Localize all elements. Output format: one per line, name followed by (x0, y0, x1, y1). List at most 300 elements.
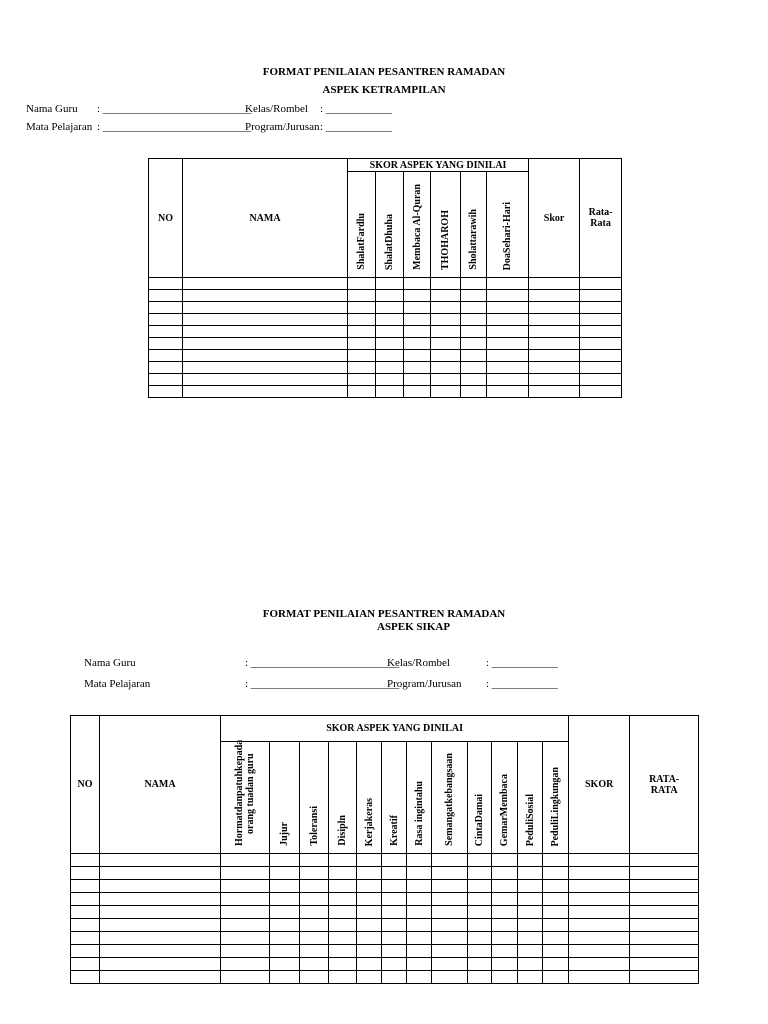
form2-table-cell[interactable] (71, 971, 100, 984)
form1-table-cell[interactable] (487, 374, 529, 386)
form1-table-cell[interactable] (348, 386, 376, 398)
form2-table-cell[interactable] (357, 932, 382, 945)
form2-table-cell[interactable] (468, 932, 492, 945)
form2-table-cell[interactable] (300, 919, 329, 932)
form2-table-cell[interactable] (329, 971, 357, 984)
form2-table-cell[interactable] (300, 880, 329, 893)
form2-table-row (71, 893, 699, 906)
form1-table-cell[interactable] (580, 374, 622, 386)
form2-table-cell[interactable] (100, 867, 221, 880)
form1-table-cell[interactable] (348, 350, 376, 362)
form1-table-cell[interactable] (348, 278, 376, 290)
form1-table-cell[interactable] (431, 350, 461, 362)
form2-table-cell[interactable] (569, 893, 630, 906)
form2-table-cell[interactable] (270, 893, 300, 906)
form1-table-cell[interactable] (431, 338, 461, 350)
form1-table-cell[interactable] (487, 362, 529, 374)
form2-table-cell[interactable] (100, 945, 221, 958)
form2-table-cell[interactable] (630, 945, 699, 958)
form2-aspect-header: Hormatdanpatuhkepada orang tuadan guru (221, 742, 270, 854)
form2-table-cell[interactable] (518, 906, 543, 919)
form1-table-cell[interactable] (487, 350, 529, 362)
form1-table-cell[interactable] (404, 278, 431, 290)
form2-table-cell[interactable] (630, 854, 699, 867)
form1-table-cell[interactable] (348, 338, 376, 350)
form1-table-cell[interactable] (461, 302, 487, 314)
form2-table-cell[interactable] (221, 932, 270, 945)
form1-table-cell[interactable] (529, 374, 580, 386)
form1-table-cell[interactable] (461, 386, 487, 398)
form1-table-cell[interactable] (404, 338, 431, 350)
form1-kelas-field[interactable]: : ____________ (320, 103, 392, 115)
form2-table-cell[interactable] (407, 919, 432, 932)
form1-table-cell[interactable] (348, 314, 376, 326)
form1-table-cell[interactable] (529, 386, 580, 398)
form1-table-cell[interactable] (149, 338, 183, 350)
form2-table-cell[interactable] (100, 919, 221, 932)
form2-table-cell[interactable] (432, 971, 468, 984)
form1-table-cell[interactable] (461, 326, 487, 338)
form1-table-row (149, 302, 622, 314)
form2-table-cell[interactable] (71, 958, 100, 971)
form2-table-row (71, 854, 699, 867)
form1-table-cell[interactable] (348, 302, 376, 314)
form2-table-cell[interactable] (357, 971, 382, 984)
form1-table-cell[interactable] (149, 326, 183, 338)
form2-table-cell[interactable] (432, 893, 468, 906)
form2-table-cell[interactable] (357, 906, 382, 919)
form2-aspect-header: Kreatif (382, 742, 407, 854)
form1-table-cell[interactable] (431, 314, 461, 326)
form2-table-cell[interactable] (382, 880, 407, 893)
form2-table-cell[interactable] (100, 906, 221, 919)
form2-table-cell[interactable] (100, 971, 221, 984)
form2-aspect-header: PeduliSosial (518, 742, 543, 854)
form2-table-cell[interactable] (543, 919, 569, 932)
form2-table-cell[interactable] (432, 854, 468, 867)
form1-table-cell[interactable] (348, 374, 376, 386)
form2-table-row (71, 880, 699, 893)
form2-table-cell[interactable] (329, 919, 357, 932)
form2-table-cell[interactable] (300, 854, 329, 867)
form2-table-cell[interactable] (221, 893, 270, 906)
form1-table-cell[interactable] (404, 362, 431, 374)
form1-table-cell[interactable] (183, 302, 348, 314)
form1-kelas-label: Kelas/Rombel (245, 103, 308, 115)
form1-table-cell[interactable] (487, 314, 529, 326)
form1-table-cell[interactable] (431, 302, 461, 314)
form1-table-cell[interactable] (529, 278, 580, 290)
form1-table-cell[interactable] (404, 326, 431, 338)
form1-table-cell[interactable] (487, 278, 529, 290)
form2-subtitle: ASPEK SIKAP (377, 621, 451, 633)
form2-table-cell[interactable] (569, 906, 630, 919)
form2-aspect-header: Jujur (270, 742, 300, 854)
form2-table-cell[interactable] (468, 919, 492, 932)
form2-kelas-label: Kelas/Rombel (387, 657, 450, 669)
form1-mata-pelajaran-label: Mata Pelajaran (26, 121, 93, 133)
form2-table-cell[interactable] (100, 932, 221, 945)
form1-table-cell[interactable] (461, 362, 487, 374)
form1-table-cell[interactable] (431, 362, 461, 374)
form2-table-cell[interactable] (432, 919, 468, 932)
form2-table-cell[interactable] (468, 854, 492, 867)
form2-table-cell[interactable] (357, 945, 382, 958)
form1-nama-guru-field[interactable]: : ___________________________ (97, 103, 252, 115)
form2-table-cell[interactable] (329, 867, 357, 880)
form2-table-cell[interactable] (357, 867, 382, 880)
form1-table-cell[interactable] (529, 338, 580, 350)
form2-table-cell[interactable] (492, 906, 518, 919)
form1-table-cell[interactable] (487, 386, 529, 398)
form2-table-row (71, 971, 699, 984)
form2-mata-pelajaran-field[interactable]: : ___________________________ (245, 678, 400, 690)
form2-table-cell[interactable] (407, 932, 432, 945)
form2-table-cell[interactable] (492, 919, 518, 932)
form1-table-cell[interactable] (461, 290, 487, 302)
form2-table-cell[interactable] (300, 906, 329, 919)
form1-table-cell[interactable] (580, 290, 622, 302)
form1-table-cell[interactable] (376, 290, 404, 302)
form1-table-cell[interactable] (376, 338, 404, 350)
form2-table-cell[interactable] (382, 919, 407, 932)
form2-table-cell[interactable] (569, 945, 630, 958)
form2-table-cell[interactable] (382, 854, 407, 867)
form2-table-cell[interactable] (357, 893, 382, 906)
form1-mata-pelajaran-field[interactable]: : ___________________________ (97, 121, 252, 133)
form2-table-cell[interactable] (329, 932, 357, 945)
form2-table-row (71, 958, 699, 971)
form1-table-cell[interactable] (149, 314, 183, 326)
form2-aspect-header: Rasa ingintahu (407, 742, 432, 854)
form2-table-cell[interactable] (357, 919, 382, 932)
form2-table-cell[interactable] (543, 867, 569, 880)
form1-table-cell[interactable] (149, 374, 183, 386)
form1-table-cell[interactable] (376, 386, 404, 398)
form2-table-cell[interactable] (71, 932, 100, 945)
form2-table-cell[interactable] (221, 906, 270, 919)
form2-table-cell[interactable] (270, 945, 300, 958)
form2-table-cell[interactable] (407, 893, 432, 906)
form2-table-cell[interactable] (492, 958, 518, 971)
form2-table-cell[interactable] (543, 945, 569, 958)
form2-table-cell[interactable] (630, 893, 699, 906)
form1-table-cell[interactable] (580, 278, 622, 290)
form2-table-cell[interactable] (382, 958, 407, 971)
form1-table-cell[interactable] (487, 338, 529, 350)
form2-table-cell[interactable] (543, 932, 569, 945)
form1-table-cell[interactable] (376, 362, 404, 374)
form1-table-cell[interactable] (149, 290, 183, 302)
form1-table-cell[interactable] (183, 278, 348, 290)
form2-table-cell[interactable] (492, 854, 518, 867)
form1-table-cell[interactable] (183, 338, 348, 350)
form1-table-cell[interactable] (487, 290, 529, 302)
form2-table-cell[interactable] (543, 893, 569, 906)
form2-table-cell[interactable] (71, 919, 100, 932)
form2-table-cell[interactable] (630, 971, 699, 984)
form2-table-cell[interactable] (357, 854, 382, 867)
form1-no-header: NO (149, 159, 183, 278)
form2-table-cell[interactable] (100, 958, 221, 971)
form2-table-cell[interactable] (492, 932, 518, 945)
form1-table-cell[interactable] (461, 374, 487, 386)
form2-table-cell[interactable] (329, 906, 357, 919)
form2-table-cell[interactable] (329, 880, 357, 893)
form2-table-cell[interactable] (492, 945, 518, 958)
form2-table-cell[interactable] (382, 945, 407, 958)
form1-table-cell[interactable] (529, 326, 580, 338)
form2-table-cell[interactable] (300, 932, 329, 945)
form2-table-cell[interactable] (518, 919, 543, 932)
form2-table-cell[interactable] (468, 880, 492, 893)
form1-table-cell[interactable] (348, 362, 376, 374)
form1-table-cell[interactable] (580, 314, 622, 326)
form2-table-cell[interactable] (492, 971, 518, 984)
form1-table-cell[interactable] (461, 278, 487, 290)
form2-table-cell[interactable] (630, 958, 699, 971)
form2-table-cell[interactable] (329, 958, 357, 971)
form2-table-cell[interactable] (468, 867, 492, 880)
form1-table-cell[interactable] (431, 278, 461, 290)
form1-table-cell[interactable] (183, 290, 348, 302)
form2-table-cell[interactable] (407, 906, 432, 919)
form2-table-cell[interactable] (543, 958, 569, 971)
form2-table-cell[interactable] (569, 932, 630, 945)
form1-table-cell[interactable] (431, 386, 461, 398)
form1-table-cell[interactable] (348, 326, 376, 338)
form2-table-cell[interactable] (407, 971, 432, 984)
form1-table-cell[interactable] (376, 278, 404, 290)
form2-table-cell[interactable] (432, 880, 468, 893)
form2-table-cell[interactable] (270, 906, 300, 919)
form2-table-cell[interactable] (569, 971, 630, 984)
form1-table-cell[interactable] (376, 326, 404, 338)
form2-table-cell[interactable] (543, 971, 569, 984)
form1-table-cell[interactable] (529, 314, 580, 326)
form2-table-cell[interactable] (407, 867, 432, 880)
form2-table-cell[interactable] (270, 919, 300, 932)
form2-table-cell[interactable] (221, 958, 270, 971)
form2-table-cell[interactable] (518, 867, 543, 880)
form1-table-cell[interactable] (580, 386, 622, 398)
form2-table-cell[interactable] (432, 932, 468, 945)
form1-table-cell[interactable] (149, 302, 183, 314)
form1-table-cell[interactable] (183, 362, 348, 374)
form2-table-cell[interactable] (432, 945, 468, 958)
form1-table-cell[interactable] (404, 290, 431, 302)
form1-table-cell[interactable] (376, 302, 404, 314)
form2-table-cell[interactable] (492, 880, 518, 893)
form1-table-cell[interactable] (183, 374, 348, 386)
form2-table-cell[interactable] (543, 906, 569, 919)
form1-table-cell[interactable] (431, 290, 461, 302)
form2-table-cell[interactable] (382, 971, 407, 984)
form2-table-cell[interactable] (71, 854, 100, 867)
form2-table-cell[interactable] (329, 945, 357, 958)
form2-table-cell[interactable] (71, 880, 100, 893)
form1-table-cell[interactable] (376, 314, 404, 326)
form2-table-cell[interactable] (382, 867, 407, 880)
form2-table-cell[interactable] (100, 893, 221, 906)
form2-table-cell[interactable] (221, 945, 270, 958)
form2-table-cell[interactable] (382, 932, 407, 945)
form2-table-cell[interactable] (569, 867, 630, 880)
form2-table-cell[interactable] (382, 906, 407, 919)
form2-table-cell[interactable] (407, 854, 432, 867)
form2-table-cell[interactable] (382, 893, 407, 906)
form2-table-cell[interactable] (270, 932, 300, 945)
form2-table-cell[interactable] (518, 971, 543, 984)
form2-table-cell[interactable] (432, 867, 468, 880)
form2-table-cell[interactable] (468, 893, 492, 906)
form2-table-cell[interactable] (300, 893, 329, 906)
form1-table-cell[interactable] (461, 338, 487, 350)
form1-table-cell[interactable] (149, 386, 183, 398)
form2-table-cell[interactable] (300, 867, 329, 880)
form2-table-cell[interactable] (518, 945, 543, 958)
form1-table-cell[interactable] (348, 290, 376, 302)
form1-table-cell[interactable] (149, 362, 183, 374)
form1-table-row (149, 278, 622, 290)
form2-table-cell[interactable] (357, 880, 382, 893)
form2-table-cell[interactable] (100, 854, 221, 867)
form2-table-cell[interactable] (270, 971, 300, 984)
form2-table-cell[interactable] (270, 854, 300, 867)
form2-table-cell[interactable] (518, 958, 543, 971)
form1-table-cell[interactable] (431, 374, 461, 386)
form1-table-cell[interactable] (404, 386, 431, 398)
form1-table-cell[interactable] (376, 350, 404, 362)
form2-table-cell[interactable] (543, 854, 569, 867)
form2-table-cell[interactable] (221, 880, 270, 893)
form1-table-row (149, 338, 622, 350)
form1-table-cell[interactable] (580, 302, 622, 314)
form1-table-cell[interactable] (404, 350, 431, 362)
form1-table-cell[interactable] (404, 314, 431, 326)
form2-nama-header: NAMA (100, 716, 221, 854)
form2-table-cell[interactable] (518, 880, 543, 893)
form1-table-cell[interactable] (580, 338, 622, 350)
form2-table-cell[interactable] (630, 867, 699, 880)
form2-table-cell[interactable] (300, 958, 329, 971)
form2-table-cell[interactable] (630, 906, 699, 919)
form1-table-cell[interactable] (461, 314, 487, 326)
form2-table-cell[interactable] (468, 906, 492, 919)
form2-table-cell[interactable] (270, 867, 300, 880)
form1-table-cell[interactable] (580, 350, 622, 362)
form1-table-cell[interactable] (487, 302, 529, 314)
form1-table-cell[interactable] (529, 350, 580, 362)
form1-table-row (149, 314, 622, 326)
form1-table-cell[interactable] (376, 374, 404, 386)
form1-table-cell[interactable] (183, 386, 348, 398)
form2-table-cell[interactable] (407, 945, 432, 958)
form2-table-cell[interactable] (71, 893, 100, 906)
form2-table-cell[interactable] (518, 854, 543, 867)
form2-table-cell[interactable] (71, 906, 100, 919)
form1-rata-header: Rata-Rata (580, 159, 622, 278)
form2-table-cell[interactable] (543, 880, 569, 893)
form2-table-cell[interactable] (630, 880, 699, 893)
form2-mata-pelajaran-label: Mata Pelajaran (84, 678, 151, 690)
form1-table-cell[interactable] (529, 302, 580, 314)
form1-program-field[interactable]: : ____________ (320, 121, 392, 133)
form1-table-cell[interactable] (529, 290, 580, 302)
form2-table-cell[interactable] (329, 854, 357, 867)
form1-nama-header: NAMA (183, 159, 348, 278)
form1-table-cell[interactable] (529, 362, 580, 374)
form2-table-cell[interactable] (569, 919, 630, 932)
form2-table-cell[interactable] (407, 958, 432, 971)
form2-table-cell[interactable] (492, 893, 518, 906)
form2-table-cell[interactable] (221, 971, 270, 984)
form2-table-cell[interactable] (468, 958, 492, 971)
form2-nama-guru-field[interactable]: : ___________________________ (245, 657, 400, 669)
form2-table-cell[interactable] (270, 880, 300, 893)
form2-table-cell[interactable] (468, 945, 492, 958)
form1-table-cell[interactable] (183, 350, 348, 362)
form2-table-cell[interactable] (71, 867, 100, 880)
form2-table-cell[interactable] (630, 919, 699, 932)
form2-table-cell[interactable] (569, 958, 630, 971)
form1-table-cell[interactable] (404, 374, 431, 386)
form2-table-cell[interactable] (468, 971, 492, 984)
form1-table-cell[interactable] (461, 350, 487, 362)
form2-program-field[interactable]: : ____________ (486, 678, 558, 690)
form2-no-header: NO (71, 716, 100, 854)
form2-table-cell[interactable] (300, 945, 329, 958)
form2-table-cell[interactable] (221, 919, 270, 932)
form1-table-cell[interactable] (431, 326, 461, 338)
form1-score-table (148, 158, 622, 398)
form1-table-cell[interactable] (580, 362, 622, 374)
form2-table-cell[interactable] (432, 906, 468, 919)
form2-table-cell[interactable] (432, 958, 468, 971)
form1-table-cell[interactable] (149, 350, 183, 362)
form1-table-cell[interactable] (183, 314, 348, 326)
form1-aspect-header: Membaca Al-Quran (404, 172, 431, 278)
form2-table-cell[interactable] (270, 958, 300, 971)
form2-table-cell[interactable] (569, 880, 630, 893)
form1-skor-header: Skor (529, 159, 580, 278)
form2-table-cell[interactable] (407, 880, 432, 893)
form2-table-cell[interactable] (221, 854, 270, 867)
form2-table-cell[interactable] (518, 893, 543, 906)
form2-table-cell[interactable] (630, 932, 699, 945)
form1-table-cell[interactable] (149, 278, 183, 290)
form1-table-cell[interactable] (487, 326, 529, 338)
form2-kelas-field[interactable]: : ____________ (486, 657, 558, 669)
form2-table-cell[interactable] (71, 945, 100, 958)
form1-table-row (149, 362, 622, 374)
form2-table-cell[interactable] (329, 893, 357, 906)
form2-table-cell[interactable] (100, 880, 221, 893)
form2-table-cell[interactable] (518, 932, 543, 945)
form1-table-cell[interactable] (404, 302, 431, 314)
form2-table-cell[interactable] (300, 971, 329, 984)
form2-title: FORMAT PENILAIAN PESANTREN RAMADAN (262, 608, 506, 620)
form1-table-row (149, 374, 622, 386)
form2-table-row (71, 906, 699, 919)
form2-table-cell[interactable] (221, 867, 270, 880)
form2-table-cell[interactable] (357, 958, 382, 971)
form2-table-cell[interactable] (492, 867, 518, 880)
form1-table-cell[interactable] (580, 326, 622, 338)
form2-table-cell[interactable] (569, 854, 630, 867)
form1-table-cell[interactable] (183, 326, 348, 338)
form2-aspect-header: Kerjakeras (357, 742, 382, 854)
